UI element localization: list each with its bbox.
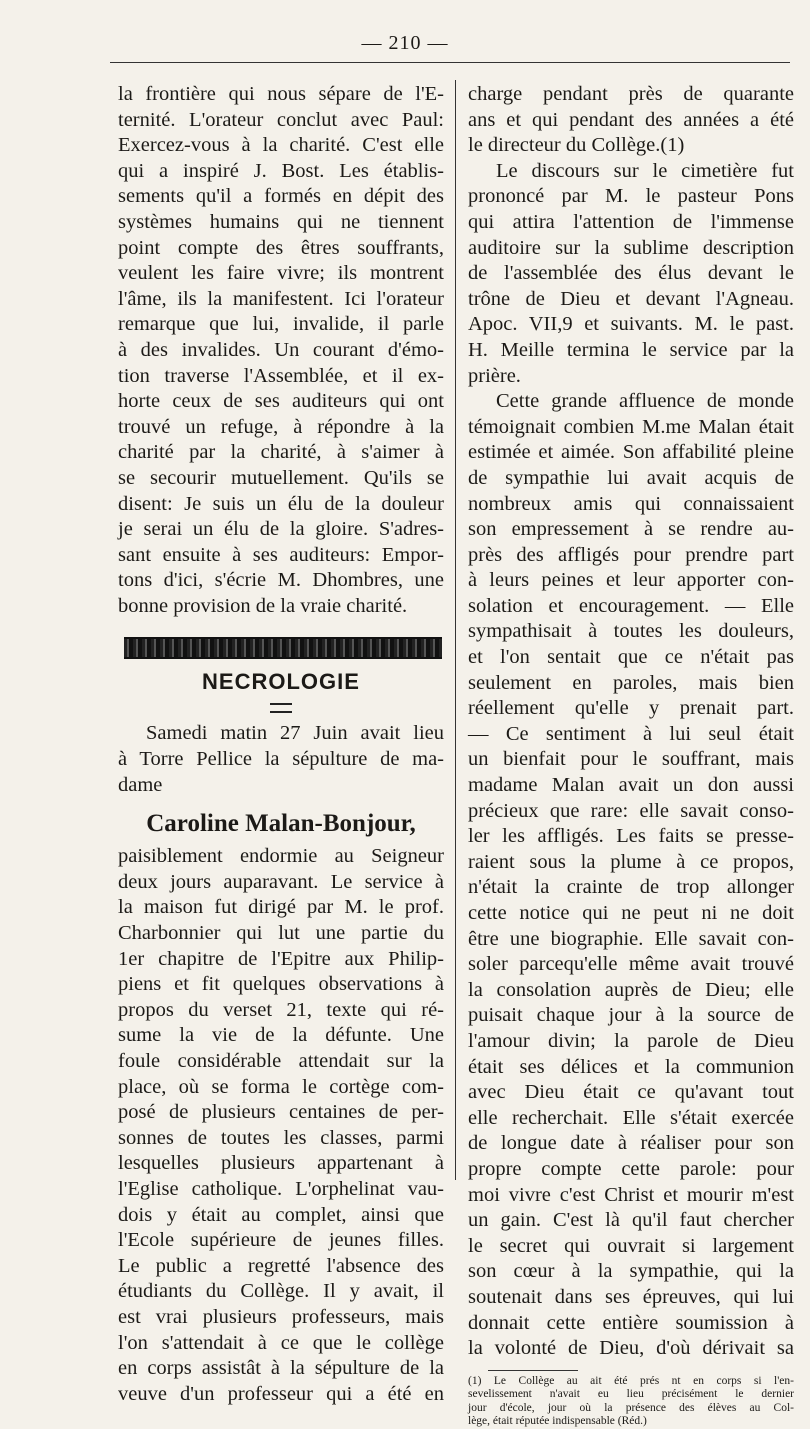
text-line: qui attira l'attention de l'immense <box>468 210 794 233</box>
double-dash-ornament <box>270 703 292 713</box>
footnote <box>468 1375 794 1429</box>
text-line: sympathisait à toutes les douleurs, <box>468 620 794 643</box>
footnote-rule <box>488 1370 578 1371</box>
text-line: se secourir mutuellement. Qu'ils se <box>118 466 444 489</box>
text-line: Le public a regretté l'absence des <box>118 1254 444 1277</box>
text-line: veuve d'un professeur qui a été en <box>118 1382 444 1405</box>
text-line: Charbonnier qui lut une partie du <box>118 922 444 945</box>
cemetery-paragraph <box>468 159 794 389</box>
text-line: sements qu'il a formés en dépit des <box>118 185 444 208</box>
text-line: place, où se forma le cortège com- <box>118 1075 444 1098</box>
text-line: la volonté de Dieu, d'où dérivait sa <box>468 1337 794 1360</box>
text-line: Apoc. VII,9 et suivants. M. le past. <box>468 313 794 336</box>
text-line: Cette grande affluence de monde <box>496 390 794 413</box>
text-line: sume la vie de la défunte. Une <box>118 1024 444 1047</box>
text-line: dois y était au complet, ainsi que <box>118 1203 444 1226</box>
text-line: qui a inspiré J. Bost. Les établis- <box>118 159 444 182</box>
text-line: posé de plusieurs centaines de per- <box>118 1101 444 1124</box>
text-line: le directeur du Collège.(1) <box>468 134 685 157</box>
obituary-continuation <box>468 82 794 159</box>
text-line: paisiblement endormie au Seigneur <box>118 845 444 868</box>
text-line: son cœur à la sympathie, qui la <box>468 1260 794 1283</box>
text-line: H. Meille termina le service par la <box>468 338 794 361</box>
text-line: est vrai plusieurs professeurs, mais <box>118 1305 444 1328</box>
column-divider <box>455 80 456 1180</box>
text-line: — Ce sentiment à lui seul était <box>468 722 794 745</box>
text-line: prononcé par M. le pasteur Pons <box>468 185 794 208</box>
text-line: raient sous la plume à ce propos, <box>468 850 794 873</box>
text-line: et l'on sentait que ce n'était pas <box>468 646 794 669</box>
text-line: tion traverse l'Assemblée, et il ex- <box>118 364 444 387</box>
section-title: NECROLOGIE <box>202 669 360 695</box>
text-line: un gain. C'est là qu'il faut chercher <box>468 1209 794 1232</box>
text-line: Le discours sur le cimetière fut <box>496 159 794 182</box>
text-line: soler parcequ'elle même avait trouvé <box>468 953 794 976</box>
text-line: en corps assistât à la sépulture de la <box>118 1357 444 1380</box>
text-line: charité par la charité, à s'aimer à <box>118 441 444 464</box>
text-line: trouvé un refuge, à répondre à la <box>118 415 444 438</box>
text-line: un bienfait pour le souffrant, mais <box>468 748 794 771</box>
text-line: sevelissement n'avait eu lieu précisément le dernier <box>468 1388 794 1401</box>
text-line: l'Eglise catholique. L'orphelinat vau- <box>118 1177 444 1200</box>
text-line: de sympathie lui avait acquis de <box>468 466 794 489</box>
text-line: madame Malan avait un don aussi <box>468 774 794 797</box>
text-line: systèmes humains qui ne tiennent <box>118 210 444 233</box>
text-line: témoignait combien M.me Malan était <box>468 415 794 438</box>
text-line: réellement qu'elle y prenait part. <box>468 697 794 720</box>
text-line: précieux que rare: elle savait conso- <box>468 799 794 822</box>
text-line: donnait cette entière soumission à <box>468 1311 794 1334</box>
text-line: jour d'école, jour où la présence des élèves au Col- <box>468 1401 794 1414</box>
text-line: Samedi matin 27 Juin avait lieu <box>146 722 444 745</box>
text-line: seulement en paroles, mais bien <box>468 671 794 694</box>
text-line: solation et encouragement. — Elle <box>468 594 794 617</box>
text-line: charge pendant près de quarante <box>468 83 794 105</box>
text-line: était ses délices et la communion <box>468 1055 794 1078</box>
text-line: (1) Le Collège au ait été prés nt en corps si l'en- <box>468 1374 794 1387</box>
right-column <box>468 82 794 1429</box>
text-line: ternité. L'orateur conclut avec Paul: <box>118 108 444 131</box>
deceased-name: Caroline Malan-Bonjour, <box>146 810 416 838</box>
page-number: — 210 — <box>361 32 449 54</box>
text-line: son empressement à se rendre au- <box>468 518 794 541</box>
text-line: l'on s'attendait à ce que le collège <box>118 1331 444 1354</box>
text-line: à des invalides. Un courant d'émo- <box>118 338 444 361</box>
text-line: à leurs peines et leur apporter con- <box>468 569 794 592</box>
text-line: cette notice qui ne peut ni ne doit <box>468 902 794 924</box>
text-line: estimée et aimée. Son affabilité pleine <box>468 441 794 464</box>
text-line: piens et fit quelques observations à <box>118 973 444 996</box>
text-line: près des affligés pour prendre part <box>468 543 794 566</box>
text-line: ans et qui pendant des années a été <box>468 108 794 131</box>
tribute-paragraph <box>468 389 794 1362</box>
text-line: point compte des êtres souffrants, <box>118 236 444 259</box>
text-line: lège, était réputée indispensable (Réd.) <box>468 1415 647 1428</box>
text-line: foule considérable attendait sur la <box>118 1050 444 1072</box>
text-line: disent: Je suis un élu de la douleur <box>118 492 444 515</box>
text-line: étudiants du Collège. Il y avait, il <box>118 1280 444 1303</box>
text-line: puisait chaque jour à la source de <box>468 1004 794 1027</box>
text-line: être une biographie. Elle savait con- <box>468 927 794 950</box>
text-line: 1er chapitre de l'Epitre aux Philip- <box>118 947 444 970</box>
left-column <box>118 82 444 1407</box>
text-line: soutenait dans ses épreuves, qui lui <box>468 1285 794 1308</box>
text-line: bonne provision de la vraie charité. <box>118 594 408 617</box>
text-line: l'Ecole supérieure de jeunes filles. <box>118 1229 444 1252</box>
text-line: à Torre Pellice la sépulture de ma- <box>118 748 444 771</box>
text-line: le secret qui ouvrait si largement <box>468 1234 794 1257</box>
text-line: je serai un élu de la gloire. S'adres- <box>118 518 444 541</box>
text-line: dame <box>118 773 163 796</box>
text-line: sonnes de toutes les classes, parmi <box>118 1126 444 1149</box>
text-line: de l'assemblée des élus devant le <box>468 262 794 285</box>
text-line: tons d'ici, s'écrie M. Dhombres, une <box>118 569 444 592</box>
text-line: n'était la crainte de trop allonger <box>468 876 794 899</box>
text-line: prière. <box>468 364 521 387</box>
text-line: avec Dieu était ce qu'avant tout <box>468 1081 794 1104</box>
text-line: propre compte cette parole: pour <box>468 1157 794 1180</box>
text-line: moi vivre c'est Christ et mourir m'est <box>468 1183 794 1206</box>
text-line: de longue date à réaliser pour son <box>468 1132 794 1155</box>
text-line: lesquelles plusieurs appartenant à <box>118 1152 444 1175</box>
text-line: trône de Dieu et devant l'Agneau. <box>468 287 794 310</box>
header-rule <box>110 62 790 63</box>
text-line: remarque que lui, invalide, il parle <box>118 313 444 336</box>
text-line: la frontière qui nous sépare de l'E- <box>118 83 444 105</box>
text-line: l'âme, ils la manifestent. Ici l'orateur <box>118 287 444 310</box>
text-line: la consolation auprès de Dieu; elle <box>468 978 794 1001</box>
text-line: sant ensuite à ses auditeurs: Empor- <box>118 543 444 566</box>
text-line: auditoire sur la sublime description <box>468 236 794 259</box>
text-line: Exercez-vous à la charité. C'est elle <box>118 134 444 157</box>
obituary-intro <box>118 721 444 798</box>
text-line: nombreux amis qui connaissaient <box>468 492 794 515</box>
text-line: ler les affligés. Les faits se presse- <box>468 825 794 848</box>
text-line: horte ceux de ses auditeurs qui ont <box>118 390 444 413</box>
text-line: la maison fut dirigé par M. le prof. <box>118 896 444 919</box>
left-paragraph-continuation <box>118 82 444 619</box>
obituary-body <box>118 844 444 1407</box>
text-line: l'amour divin; la parole de Dieu <box>468 1029 794 1052</box>
text-line: propos du verset 21, texte qui ré- <box>118 998 444 1021</box>
text-line: veulent les faire vivre; ils montrent <box>118 262 444 285</box>
text-line: elle recherchait. Elle s'était exercée <box>468 1106 794 1129</box>
text-line: deux jours auparavant. Le service à <box>118 870 444 893</box>
decorative-rule <box>124 637 442 659</box>
